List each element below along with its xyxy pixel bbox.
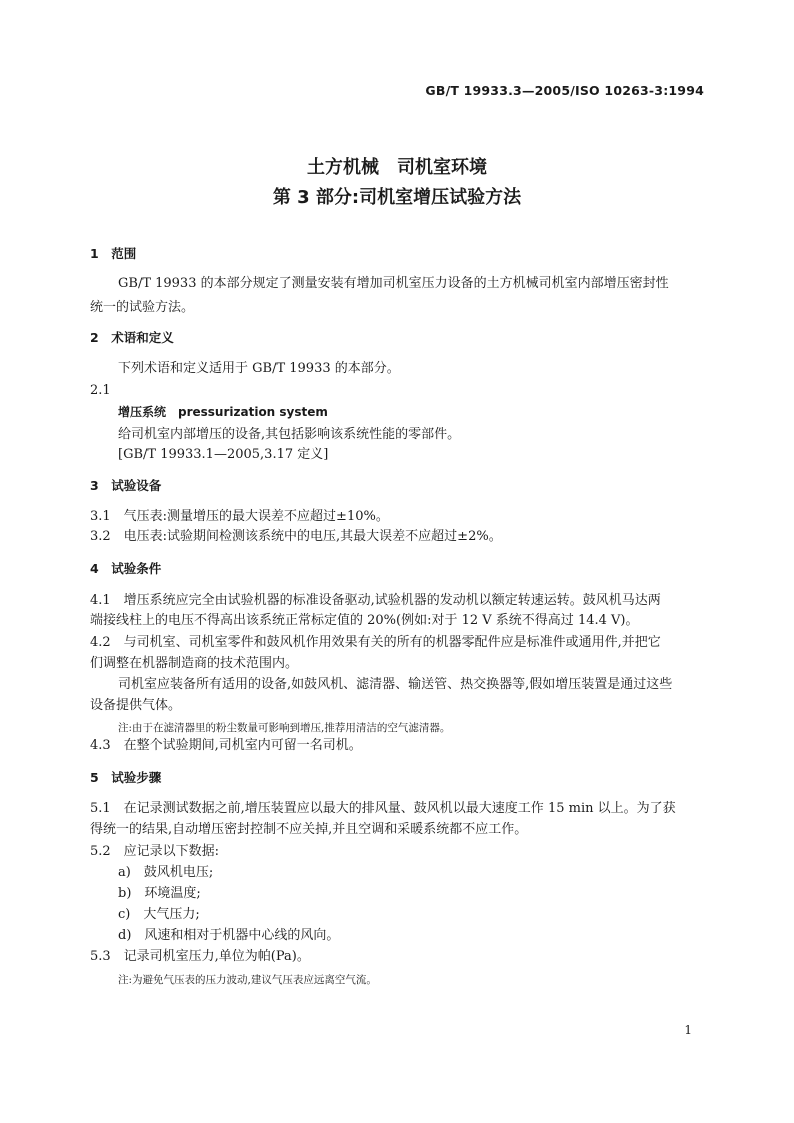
page-number: 1 bbox=[684, 1023, 692, 1037]
clause-5-1-cont: 得统一的结果,自动增压密封控制不应关掉,并且空调和采暖系统都不应工作。 bbox=[90, 822, 528, 837]
clause-5-2: 5.2 应记录以下数据: bbox=[90, 844, 220, 859]
list-item: d) 风速和相对于机器中心线的风向。 bbox=[118, 928, 340, 943]
clause-4-2-paragraph: 司机室应装备所有适用的设备,如鼓风机、滤清器、输送管、热交换器等,假如增压装置是通过这些 bbox=[118, 677, 673, 692]
clause-4-2-paragraph-cont: 设备提供气体。 bbox=[90, 698, 182, 713]
term-source: [GB/T 19933.1—2005,3.17 定义] bbox=[118, 447, 329, 462]
clause-4-1: 4.1 增压系统应完全由试验机器的标准设备驱动,试验机器的发动机以额定转速运转。鼓风机马达两 bbox=[90, 593, 661, 608]
term-definition: 给司机室内部增压的设备,其包括影响该系统性能的零部件。 bbox=[118, 427, 461, 442]
section-2-intro: 下列术语和定义适用于 GB/T 19933 的本部分。 bbox=[118, 361, 400, 376]
list-item: a) 鼓风机电压; bbox=[118, 865, 214, 880]
section-5-note: 注:为避免气压表的压力波动,建议气压表应远离空气流。 bbox=[118, 974, 377, 986]
document-title-line2: 第 3 部分:司机室增压试验方法 bbox=[272, 187, 522, 208]
clause-4-2: 4.2 与司机室、司机室零件和鼓风机作用效果有关的所有的机器零配件应是标准件或通用件,并把它 bbox=[90, 635, 661, 650]
clause-5-3: 5.3 记录司机室压力,单位为帕(Pa)。 bbox=[90, 949, 310, 964]
list-item: c) 大气压力; bbox=[118, 907, 200, 922]
section-3-heading: 3 试验设备 bbox=[90, 478, 162, 493]
clause-3-1: 3.1 气压表:测量增压的最大误差不应超过±10%。 bbox=[90, 509, 389, 524]
document-title-line1: 土方机械 司机室环境 bbox=[307, 157, 487, 178]
clause-5-1: 5.1 在记录测试数据之前,增压装置应以最大的排风量、鼓风机以最大速度工作 15 min 以上。为了获 bbox=[90, 801, 676, 816]
section-1-heading: 1 范围 bbox=[90, 246, 137, 261]
section-2-heading: 2 术语和定义 bbox=[90, 330, 174, 345]
section-4-heading: 4 试验条件 bbox=[90, 561, 162, 576]
clause-2-1-number: 2.1 bbox=[90, 383, 111, 398]
clause-4-1-cont: 端接线柱上的电压不得高出该系统正常标定值的 20%(例如:对于 12 V 系统不得高过 14.4 V)。 bbox=[90, 613, 639, 628]
section-1-paragraph: GB/T 19933 的本部分规定了测量安装有增加司机室压力设备的土方机械司机室内部增压密封性 bbox=[118, 276, 669, 291]
list-item: b) 环境温度; bbox=[118, 886, 201, 901]
standard-code: GB/T 19933.3—2005/ISO 10263-3:1994 bbox=[425, 83, 704, 98]
section-4-note: 注:由于在滤清器里的粉尘数量可影响到增压,推荐用清洁的空气滤清器。 bbox=[118, 722, 451, 734]
term-entry: 增压系统 pressurization system bbox=[118, 405, 328, 419]
clause-4-2-cont: 们调整在机器制造商的技术范围内。 bbox=[90, 656, 299, 671]
clause-4-3: 4.3 在整个试验期间,司机室内可留一名司机。 bbox=[90, 738, 362, 753]
section-1-paragraph-cont: 统一的试验方法。 bbox=[90, 300, 195, 315]
section-5-heading: 5 试验步骤 bbox=[90, 770, 162, 785]
clause-3-2: 3.2 电压表:试验期间检测该系统中的电压,其最大误差不应超过±2%。 bbox=[90, 529, 502, 544]
